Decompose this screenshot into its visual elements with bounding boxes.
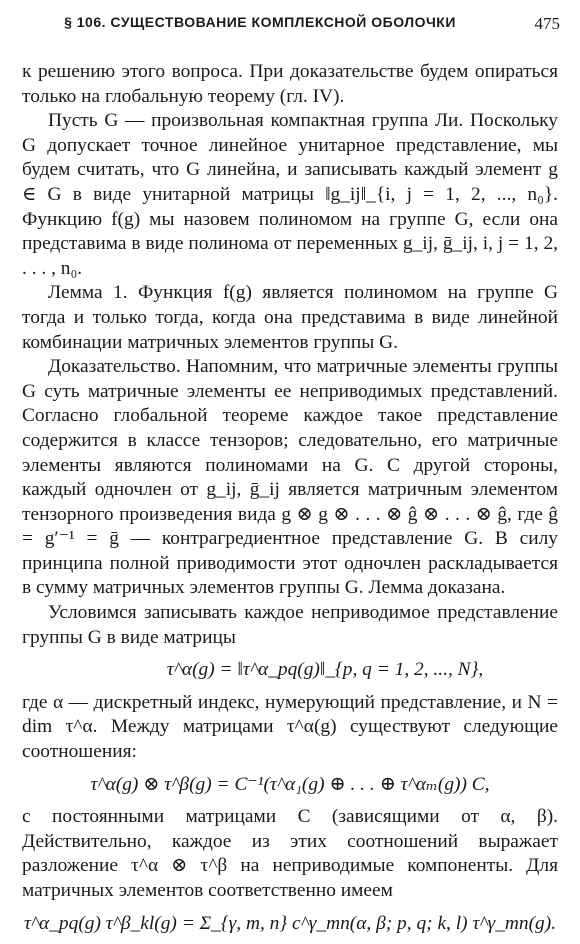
formula-matrix-form: τ^α(g) = ‖τ^α_pq(g)‖_{p, q = 1, 2, ..., N},	[166, 659, 484, 681]
page-number: 475	[534, 14, 560, 33]
page-header	[20, 14, 560, 38]
paragraph-convention: Условимся записывать каждое неприводимое представление группы G в виде матрицы	[22, 602, 558, 648]
formula-matrix-elements: τ^α_pq(g) τ^β_kl(g) = Σ_{γ, m, n} c^γ_mn(α, β; p, q; k, l) τ^γ_mn(g).	[23, 912, 557, 934]
paragraph-relations: где α — дискретный индекс, нумерующий представление, и N = dim τ^α. Между матрицами τ^α(g) существуют следующие соотношения:	[22, 691, 558, 763]
paragraph-constant-matrices: с постоянными матрицами C (зависящими от α, β). Действительно, каждое из этих соотношений выражает разложение τ^α ⊗ τ^β на неприводимые компоненты. Для матричных элементов соответственно имеем	[22, 806, 558, 901]
paragraph-lie-group: Пусть G — произвольная компактная группа Ли. Поскольку G допускает точное линейное унитарное представление, мы будем считать, что G линейна, и записывать каждый элемент g ∈ G в виде унитарной матрицы ‖g_ij‖_{i, j = 1, 2, ..., n₀}. Функцию f(g) мы назовем полиномом на группе G, если она представима в виде полинома от переменных g_ij, ḡ_ij, i, j = 1, 2, . . . , n₀.	[22, 110, 558, 279]
body-text	[22, 60, 558, 944]
running-head: § 106. СУЩЕСТВОВАНИЕ КОМПЛЕКСНОЙ ОБОЛОЧКИ	[64, 14, 456, 30]
lemma-statement: Лемма 1. Функция f(g) является полиномом на группе G тогда и только тогда, когда она представима в виде линейной комбинации матричных элементов группы G.	[22, 282, 558, 353]
paragraph-continuation: к решению этого вопроса. При доказательстве будем опираться только на глобальную теорему (гл. IV).	[22, 61, 558, 107]
proof-paragraph: Доказательство. Напомним, что матричные элементы группы G суть матричные элементы ее неприводимых представлений. Согласно глобальной теореме каждое такое представление содержится в классе тензоров; следовательно, его матричные элементы являются полиномами на G. С другой стороны, каждый одночлен от g_ij, ḡ_ij является матричным элементом тензорного произведения вида g ⊗ g ⊗ . . . ⊗ ĝ ⊗ . . . ⊗ ĝ, где ĝ = g′⁻¹ = ḡ — контрагредиентное представление G. В силу принципа полной приводимости этот одночлен раскладывается в сумму матричных элементов группы G. Лемма доказана.	[22, 356, 558, 599]
formula-tensor-decomposition: τ^α(g) ⊗ τ^β(g) = C⁻¹(τ^α₁(g) ⊕ . . . ⊕ τ^αₘ(g)) C,	[90, 773, 490, 795]
